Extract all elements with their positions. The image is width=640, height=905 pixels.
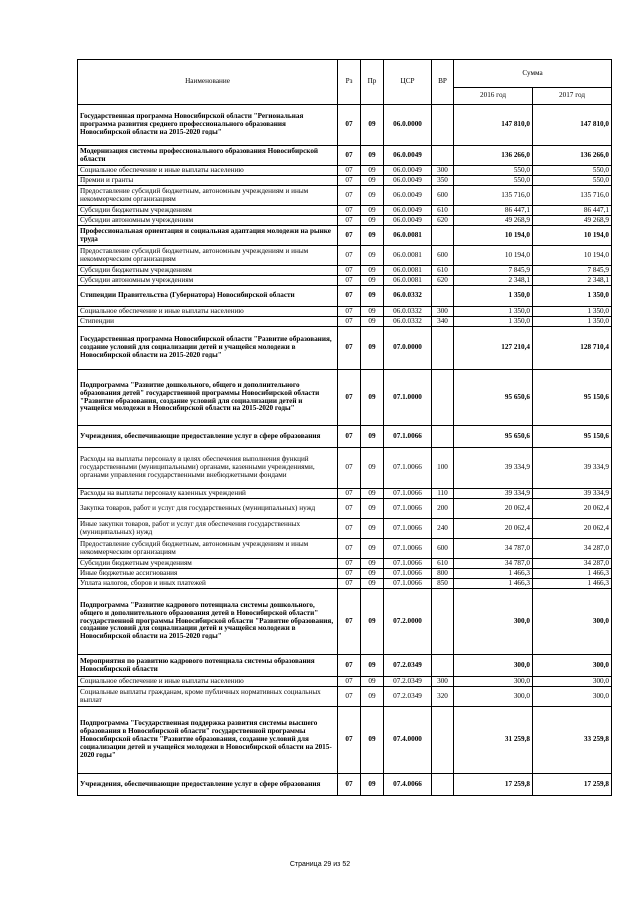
cell-sum-2017: 39 334,9 (533, 489, 612, 499)
cell-rz: 07 (338, 579, 361, 589)
cell-sum-2017: 17 259,8 (533, 774, 612, 796)
cell-csr: 07.1.0066 (384, 559, 432, 569)
cell-name: Стипендии (78, 317, 338, 327)
cell-pr: 09 (361, 655, 384, 677)
cell-vr (432, 226, 454, 246)
cell-rz: 07 (338, 206, 361, 216)
cell-pr: 09 (361, 327, 384, 370)
table-row (78, 166, 612, 176)
table-row (78, 707, 612, 774)
col-2016-header: 2016 год (454, 88, 533, 105)
cell-sum-2016: 136 266,0 (454, 146, 533, 166)
cell-sum-2017: 1 466,3 (533, 569, 612, 579)
cell-vr (432, 105, 454, 146)
cell-rz: 07 (338, 707, 361, 774)
cell-vr (432, 327, 454, 370)
cell-sum-2017: 550,0 (533, 176, 612, 186)
cell-sum-2017: 1 350,0 (533, 317, 612, 327)
table-row (78, 687, 612, 707)
cell-pr: 09 (361, 589, 384, 655)
cell-csr: 07.2.0000 (384, 589, 432, 655)
table-row (78, 317, 612, 327)
cell-csr: 07.1.0066 (384, 579, 432, 589)
cell-sum-2016: 39 334,9 (454, 489, 533, 499)
cell-rz: 07 (338, 307, 361, 317)
cell-sum-2017: 34 287,0 (533, 539, 612, 559)
cell-rz: 07 (338, 499, 361, 519)
cell-sum-2016: 34 787,0 (454, 559, 533, 569)
table-row (78, 559, 612, 569)
table-row (78, 226, 612, 246)
cell-sum-2017: 20 062,4 (533, 519, 612, 539)
cell-name: Подпрограмма "Развитие дошкольного, общего и дополнительного образования детей" государственной программы Новосибирской области "Развитие образования, создание условий для социализации детей и учащейся молодежи в Новосибирской области на 2015-2020 годы" (78, 370, 338, 426)
cell-vr: 600 (432, 539, 454, 559)
table-row (78, 266, 612, 276)
cell-sum-2016: 86 447,1 (454, 206, 533, 216)
cell-rz: 07 (338, 286, 361, 307)
cell-sum-2017: 135 716,0 (533, 186, 612, 206)
table-row (78, 448, 612, 489)
cell-sum-2016: 10 194,0 (454, 226, 533, 246)
cell-pr: 09 (361, 448, 384, 489)
table-row (78, 327, 612, 370)
cell-name: Предоставление субсидий бюджетным, автономным учреждениям и иным некоммерческим организациям (78, 539, 338, 559)
cell-sum-2017: 300,0 (533, 589, 612, 655)
cell-rz: 07 (338, 774, 361, 796)
cell-vr (432, 655, 454, 677)
col-pr-header: Пр (361, 60, 384, 105)
cell-rz: 07 (338, 317, 361, 327)
cell-pr: 09 (361, 286, 384, 307)
cell-pr: 09 (361, 499, 384, 519)
table-row (78, 539, 612, 559)
cell-rz: 07 (338, 426, 361, 448)
cell-vr (432, 286, 454, 307)
cell-pr: 09 (361, 216, 384, 226)
cell-csr: 07.4.0000 (384, 707, 432, 774)
cell-vr: 240 (432, 519, 454, 539)
table-row (78, 186, 612, 206)
cell-csr: 07.2.0349 (384, 655, 432, 677)
cell-pr: 09 (361, 677, 384, 687)
cell-sum-2016: 135 716,0 (454, 186, 533, 206)
cell-sum-2016: 300,0 (454, 655, 533, 677)
cell-vr (432, 774, 454, 796)
cell-sum-2017: 147 810,0 (533, 105, 612, 146)
cell-vr: 610 (432, 559, 454, 569)
table-row (78, 206, 612, 216)
cell-vr: 340 (432, 317, 454, 327)
cell-csr: 07.1.0066 (384, 426, 432, 448)
table-row (78, 276, 612, 286)
cell-rz: 07 (338, 246, 361, 266)
cell-csr: 07.1.0066 (384, 489, 432, 499)
cell-pr: 09 (361, 105, 384, 146)
cell-csr: 06.0.0049 (384, 186, 432, 206)
cell-rz: 07 (338, 226, 361, 246)
cell-csr: 06.0.0049 (384, 176, 432, 186)
cell-sum-2016: 1 466,3 (454, 579, 533, 589)
cell-name: Учреждения, обеспечивающие предоставление услуг в сфере образования (78, 426, 338, 448)
cell-pr: 09 (361, 206, 384, 216)
cell-sum-2016: 31 259,8 (454, 707, 533, 774)
cell-name: Субсидии автономным учреждениям (78, 276, 338, 286)
cell-name: Подпрограмма "Развитие кадрового потенциала системы дошкольного, общего и дополнительного образования детей в Новосибирской области" государственной программы Новосибирской области "Развитие образования, создание условий для социализации детей и учащейся молодежи в Новосибирской области на 2015-2020 годы" (78, 589, 338, 655)
col-2017-header: 2017 год (533, 88, 612, 105)
cell-vr: 620 (432, 216, 454, 226)
cell-sum-2016: 1 466,3 (454, 569, 533, 579)
cell-sum-2017: 10 194,0 (533, 246, 612, 266)
cell-csr: 07.1.0066 (384, 539, 432, 559)
cell-vr: 100 (432, 448, 454, 489)
cell-vr: 300 (432, 307, 454, 317)
cell-vr (432, 589, 454, 655)
page-footer: Страница 29 из 52 (289, 861, 351, 868)
cell-vr: 320 (432, 687, 454, 707)
cell-sum-2017: 95 150,6 (533, 370, 612, 426)
cell-rz: 07 (338, 489, 361, 499)
cell-vr: 620 (432, 276, 454, 286)
cell-name: Субсидии бюджетным учреждениям (78, 266, 338, 276)
cell-sum-2017: 300,0 (533, 677, 612, 687)
cell-vr: 610 (432, 266, 454, 276)
cell-pr: 09 (361, 166, 384, 176)
cell-pr: 09 (361, 186, 384, 206)
table-row (78, 307, 612, 317)
cell-name: Закупка товаров, работ и услуг для государственных (муниципальных) нужд (78, 499, 338, 519)
cell-pr: 09 (361, 426, 384, 448)
cell-pr: 09 (361, 569, 384, 579)
cell-pr: 09 (361, 774, 384, 796)
cell-pr: 09 (361, 226, 384, 246)
budget-table (77, 59, 612, 796)
cell-sum-2016: 95 650,6 (454, 370, 533, 426)
cell-name: Расходы на выплаты персоналу в целях обеспечения выполнения функций государственными (муниципальными) органами, казенными учреждениями, органами управления государственными внебюджетными фондами (78, 448, 338, 489)
cell-csr: 06.0.0081 (384, 266, 432, 276)
table-row (78, 246, 612, 266)
cell-csr: 07.1.0066 (384, 448, 432, 489)
cell-sum-2016: 20 062,4 (454, 519, 533, 539)
cell-sum-2017: 33 259,8 (533, 707, 612, 774)
cell-sum-2016: 1 350,0 (454, 286, 533, 307)
cell-vr: 600 (432, 246, 454, 266)
col-rz-header: Рз (338, 60, 361, 105)
cell-vr: 800 (432, 569, 454, 579)
cell-sum-2017: 550,0 (533, 166, 612, 176)
cell-vr: 850 (432, 579, 454, 589)
cell-rz: 07 (338, 370, 361, 426)
cell-rz: 07 (338, 166, 361, 176)
table-row (78, 677, 612, 687)
cell-csr: 06.0.0332 (384, 317, 432, 327)
table-body (78, 105, 612, 796)
cell-pr: 09 (361, 370, 384, 426)
cell-name: Стипендии Правительства (Губернатора) Новосибирской области (78, 286, 338, 307)
cell-sum-2017: 34 287,0 (533, 559, 612, 569)
table-row (78, 176, 612, 186)
cell-name: Уплата налогов, сборов и иных платежей (78, 579, 338, 589)
table-row (78, 569, 612, 579)
cell-name: Иные закупки товаров, работ и услуг для обеспечения государственных (муниципальных) нужд (78, 519, 338, 539)
col-name-header: Наименование (78, 60, 338, 105)
cell-name: Профессиональная ориентация и социальная адаптация молодежи на рынке труда (78, 226, 338, 246)
cell-pr: 09 (361, 579, 384, 589)
cell-csr: 07.1.0000 (384, 370, 432, 426)
cell-name: Социальное обеспечение и иные выплаты населению (78, 166, 338, 176)
cell-csr: 06.0.0332 (384, 307, 432, 317)
cell-vr: 300 (432, 166, 454, 176)
cell-sum-2017: 128 710,4 (533, 327, 612, 370)
cell-sum-2017: 2 348,1 (533, 276, 612, 286)
cell-csr: 06.0.0049 (384, 166, 432, 176)
cell-rz: 07 (338, 105, 361, 146)
cell-sum-2017: 136 266,0 (533, 146, 612, 166)
cell-sum-2016: 49 268,9 (454, 216, 533, 226)
table-row (78, 589, 612, 655)
cell-sum-2017: 300,0 (533, 687, 612, 707)
table-row (78, 489, 612, 499)
cell-name: Социальные выплаты гражданам, кроме публичных нормативных социальных выплат (78, 687, 338, 707)
cell-csr: 06.0.0000 (384, 105, 432, 146)
cell-sum-2016: 17 259,8 (454, 774, 533, 796)
cell-csr: 07.1.0066 (384, 519, 432, 539)
cell-sum-2017: 20 062,4 (533, 499, 612, 519)
cell-vr (432, 146, 454, 166)
cell-pr: 09 (361, 519, 384, 539)
cell-name: Учреждения, обеспечивающие предоставление услуг в сфере образования (78, 774, 338, 796)
cell-vr: 300 (432, 677, 454, 687)
cell-sum-2017: 39 334,9 (533, 448, 612, 489)
cell-vr: 350 (432, 176, 454, 186)
cell-sum-2016: 147 810,0 (454, 105, 533, 146)
cell-pr: 09 (361, 559, 384, 569)
cell-csr: 06.0.0049 (384, 146, 432, 166)
cell-sum-2016: 34 787,0 (454, 539, 533, 559)
cell-csr: 06.0.0049 (384, 216, 432, 226)
cell-sum-2016: 39 334,9 (454, 448, 533, 489)
cell-sum-2016: 7 845,9 (454, 266, 533, 276)
col-sum-header: Сумма (454, 60, 612, 88)
cell-csr: 07.4.0066 (384, 774, 432, 796)
cell-sum-2016: 300,0 (454, 589, 533, 655)
cell-sum-2016: 300,0 (454, 677, 533, 687)
cell-name: Субсидии автономным учреждениям (78, 216, 338, 226)
cell-vr (432, 707, 454, 774)
cell-name: Предоставление субсидий бюджетным, автономным учреждениям и иным некоммерческим организациям (78, 246, 338, 266)
cell-rz: 07 (338, 266, 361, 276)
table-row (78, 370, 612, 426)
cell-csr: 06.0.0049 (384, 206, 432, 216)
cell-name: Социальное обеспечение и иные выплаты населению (78, 677, 338, 687)
cell-sum-2016: 10 194,0 (454, 246, 533, 266)
cell-sum-2016: 1 350,0 (454, 307, 533, 317)
cell-pr: 09 (361, 707, 384, 774)
cell-csr: 07.0.0000 (384, 327, 432, 370)
cell-csr: 07.2.0349 (384, 677, 432, 687)
table-row (78, 499, 612, 519)
cell-sum-2016: 300,0 (454, 687, 533, 707)
cell-rz: 07 (338, 448, 361, 489)
cell-sum-2017: 86 447,1 (533, 206, 612, 216)
cell-vr: 200 (432, 499, 454, 519)
cell-csr: 06.0.0081 (384, 276, 432, 286)
cell-name: Субсидии бюджетным учреждениям (78, 559, 338, 569)
table-row (78, 579, 612, 589)
cell-sum-2017: 1 466,3 (533, 579, 612, 589)
col-csr-header: ЦСР (384, 60, 432, 105)
cell-vr: 110 (432, 489, 454, 499)
cell-sum-2016: 1 350,0 (454, 317, 533, 327)
cell-pr: 09 (361, 317, 384, 327)
cell-pr: 09 (361, 276, 384, 286)
cell-csr: 06.0.0081 (384, 226, 432, 246)
cell-name: Социальное обеспечение и иные выплаты населению (78, 307, 338, 317)
cell-sum-2016: 550,0 (454, 176, 533, 186)
cell-name: Подпрограмма "Государственная поддержка развития системы высшего образования в Новосибирской области" государственной программы Новосибирской области "Развитие образования, создание условий для социализации детей и учащейся молодежи в Новосибирской области на 2015-2020 годы" (78, 707, 338, 774)
cell-rz: 07 (338, 146, 361, 166)
cell-pr: 09 (361, 489, 384, 499)
cell-pr: 09 (361, 307, 384, 317)
cell-rz: 07 (338, 559, 361, 569)
cell-sum-2016: 2 348,1 (454, 276, 533, 286)
cell-pr: 09 (361, 146, 384, 166)
cell-sum-2016: 550,0 (454, 166, 533, 176)
cell-rz: 07 (338, 216, 361, 226)
cell-sum-2016: 127 210,4 (454, 327, 533, 370)
table-row (78, 146, 612, 166)
cell-rz: 07 (338, 539, 361, 559)
cell-rz: 07 (338, 655, 361, 677)
cell-rz: 07 (338, 569, 361, 579)
cell-sum-2017: 10 194,0 (533, 226, 612, 246)
table-row (78, 216, 612, 226)
cell-name: Иные бюджетные ассигнования (78, 569, 338, 579)
cell-sum-2017: 300,0 (533, 655, 612, 677)
cell-csr: 06.0.0081 (384, 246, 432, 266)
cell-rz: 07 (338, 677, 361, 687)
table-row (78, 286, 612, 307)
cell-pr: 09 (361, 176, 384, 186)
cell-vr (432, 426, 454, 448)
cell-rz: 07 (338, 327, 361, 370)
cell-sum-2017: 95 150,6 (533, 426, 612, 448)
cell-rz: 07 (338, 589, 361, 655)
cell-csr: 07.1.0066 (384, 569, 432, 579)
cell-csr: 06.0.0332 (384, 286, 432, 307)
cell-pr: 09 (361, 246, 384, 266)
cell-sum-2017: 1 350,0 (533, 286, 612, 307)
cell-rz: 07 (338, 687, 361, 707)
table-row (78, 655, 612, 677)
cell-sum-2017: 1 350,0 (533, 307, 612, 317)
cell-name: Предоставление субсидий бюджетным, автономным учреждениям и иным некоммерческим организациям (78, 186, 338, 206)
cell-vr: 610 (432, 206, 454, 216)
cell-sum-2017: 7 845,9 (533, 266, 612, 276)
table-row (78, 519, 612, 539)
cell-vr (432, 370, 454, 426)
table-row (78, 774, 612, 796)
cell-name: Субсидии бюджетным учреждениям (78, 206, 338, 216)
cell-name: Государственная программа Новосибирской области "Развитие образования, создание условий для социализации детей и учащейся молодежи в Новосибирской области на 2015-2020 годы" (78, 327, 338, 370)
cell-sum-2016: 20 062,4 (454, 499, 533, 519)
cell-name: Модернизация системы профессионального образования Новосибирской области (78, 146, 338, 166)
cell-sum-2016: 95 650,6 (454, 426, 533, 448)
cell-rz: 07 (338, 276, 361, 286)
table-row (78, 426, 612, 448)
cell-name: Премии и гранты (78, 176, 338, 186)
cell-pr: 09 (361, 687, 384, 707)
cell-csr: 07.1.0066 (384, 499, 432, 519)
cell-pr: 09 (361, 539, 384, 559)
cell-csr: 07.2.0349 (384, 687, 432, 707)
cell-pr: 09 (361, 266, 384, 276)
cell-name: Государственная программа Новосибирской области "Региональная программа развития среднего профессионального образования Новосибирской области на 2015-2020 годы" (78, 105, 338, 146)
cell-rz: 07 (338, 519, 361, 539)
table-row (78, 105, 612, 146)
col-vr-header: ВР (432, 60, 454, 105)
cell-vr: 600 (432, 186, 454, 206)
cell-sum-2017: 49 268,9 (533, 216, 612, 226)
cell-name: Мероприятия по развитию кадрового потенциала системы образования Новосибирской области (78, 655, 338, 677)
cell-rz: 07 (338, 176, 361, 186)
cell-name: Расходы на выплаты персоналу казенных учреждений (78, 489, 338, 499)
cell-rz: 07 (338, 186, 361, 206)
